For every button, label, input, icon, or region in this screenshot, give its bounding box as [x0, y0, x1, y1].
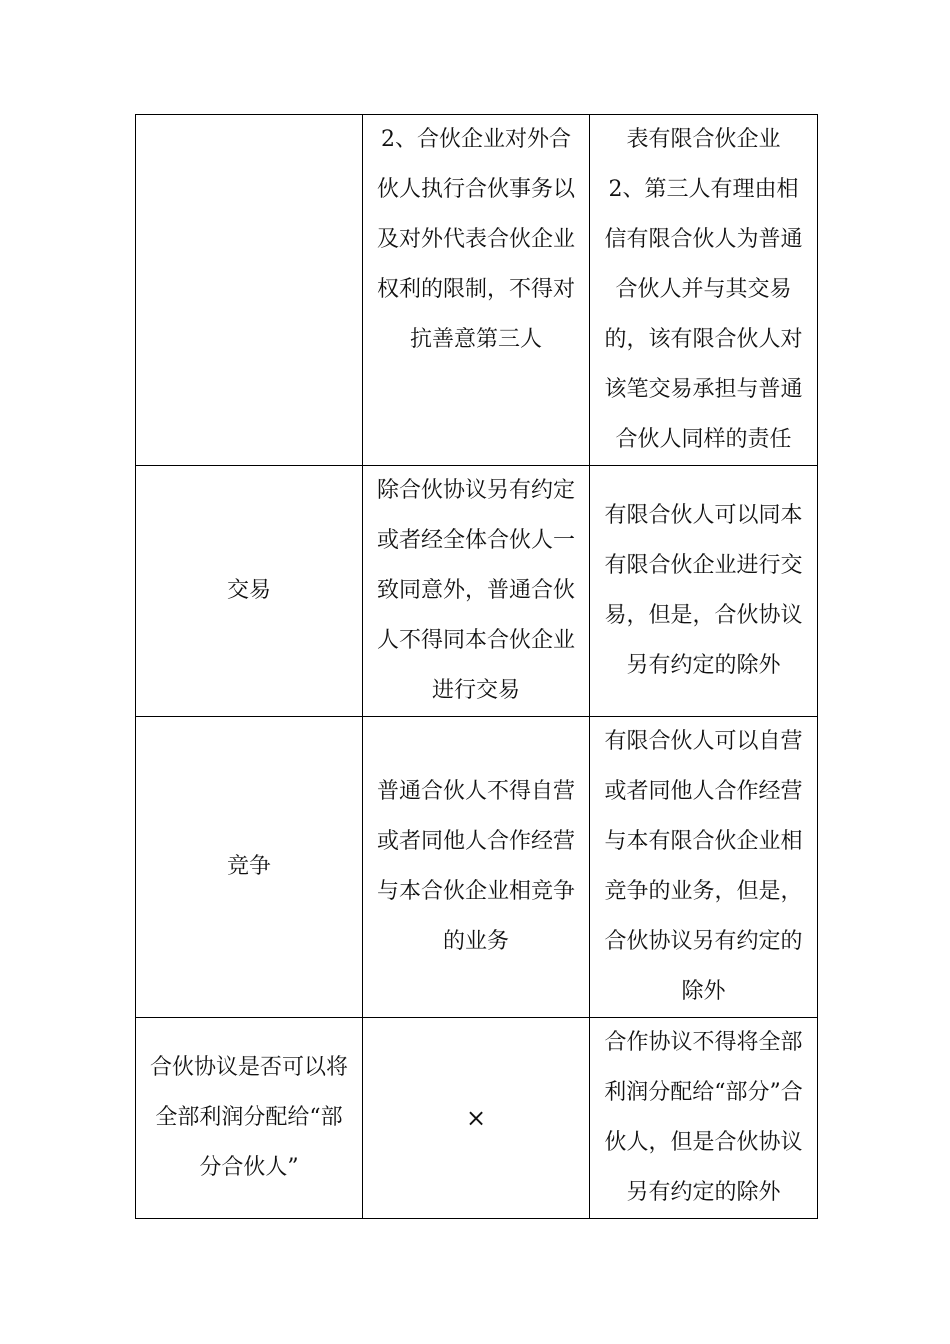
- topic-text: 合伙协议是否可以将全部利润分配给“部分合伙人”: [149, 1055, 348, 1180]
- limited-partner-text: 表有限合伙企业 2、第三人有理由相信有限合伙人为普通合伙人并与其交易的，该有限合伙人对该笔交易承担与普通合伙人同样的责任: [604, 127, 803, 452]
- limited-partner-cell: [590, 466, 818, 717]
- general-partner-text: 除合伙协议另有约定或者经全体合伙人一致同意外，普通合伙人不得同本合伙企业进行交易: [376, 478, 575, 703]
- limited-partner-cell: [590, 115, 818, 466]
- general-partner-text: 普通合伙人不得自营或者同他人合作经营与本合伙企业相竞争的业务: [376, 779, 575, 954]
- limited-partner-cell: [590, 717, 818, 1018]
- topic-cell: [136, 1018, 363, 1219]
- limited-partner-text: 合作协议不得将全部利润分配给“部分”合伙人，但是合伙协议另有约定的除外: [604, 1030, 803, 1205]
- table-row: [136, 466, 818, 717]
- limited-partner-cell: [590, 1018, 818, 1219]
- general-partner-cell: [363, 1018, 590, 1219]
- topic-text: 竞争: [226, 854, 271, 879]
- topic-text: 交易: [226, 578, 271, 603]
- general-partner-text: 2、合伙企业对外合伙人执行合伙事务以及对外代表合伙企业权利的限制，不得对抗善意第三人: [376, 127, 575, 352]
- cross-mark: ×: [465, 1104, 487, 1132]
- topic-cell: [136, 115, 363, 466]
- topic-cell: [136, 717, 363, 1018]
- limited-partner-text: 有限合伙人可以自营或者同他人合作经营与本有限合伙企业相竞争的业务，但是，合伙协议另有约定的除外: [604, 729, 803, 1004]
- comparison-table: [135, 114, 818, 1219]
- general-partner-cell: [363, 717, 590, 1018]
- limited-partner-text: 有限合伙人可以同本有限合伙企业进行交易，但是，合伙协议另有约定的除外: [604, 503, 803, 678]
- general-partner-cell: [363, 115, 590, 466]
- table-row: [136, 115, 818, 466]
- table-row: [136, 1018, 818, 1219]
- topic-cell: [136, 466, 363, 717]
- general-partner-cell: [363, 466, 590, 717]
- table-row: [136, 717, 818, 1018]
